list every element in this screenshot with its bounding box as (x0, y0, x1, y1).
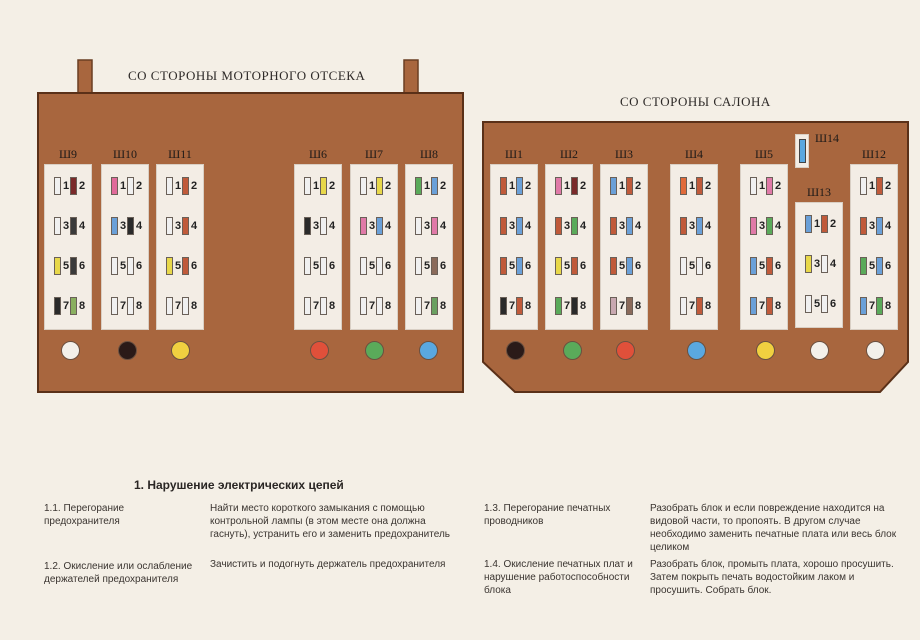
pin-number: 1 (174, 180, 182, 192)
fuse-pin (431, 297, 438, 315)
pin-number: 4 (579, 220, 587, 232)
pin-number: 2 (774, 180, 782, 192)
pin-number: 8 (884, 300, 892, 312)
pin-number: 5 (174, 260, 182, 272)
pin-number: 1 (868, 180, 876, 192)
pin-number: 8 (328, 300, 336, 312)
fuse-pin (571, 257, 578, 275)
fuse-pin (680, 217, 687, 235)
indicator-lamp (563, 341, 582, 360)
fuse-pin (766, 177, 773, 195)
pin-number: 5 (508, 260, 516, 272)
pin-number: 8 (774, 300, 782, 312)
fuse-pin (516, 217, 523, 235)
pin-number: 4 (78, 220, 86, 232)
fuse-pin (431, 257, 438, 275)
fix-cell: Разобрать блок, промыть плата, хорошо просушить. Затем покрыть печать водостойким лаком и просушить. Собрать блок. (650, 559, 894, 596)
fuse-pin (555, 257, 562, 275)
indicator-lamp (687, 341, 706, 360)
pin-number: 7 (119, 300, 127, 312)
connector-label: Ш5 (754, 147, 774, 161)
pin-number: 6 (579, 260, 587, 272)
pin-number: 6 (384, 260, 392, 272)
fuse-pin (304, 217, 311, 235)
pin-number: 4 (524, 220, 532, 232)
connector-label: Ш11 (168, 147, 192, 161)
pin-number: 4 (439, 220, 447, 232)
fuse-pin (166, 257, 173, 275)
connector-label: Ш2 (559, 147, 579, 161)
pin-number: 1 (758, 180, 766, 192)
indicator-lamp (419, 341, 438, 360)
fuse-pin (320, 257, 327, 275)
pin-number: 5 (62, 260, 70, 272)
fuse-pin (805, 295, 812, 313)
fuse-pin (320, 217, 327, 235)
pin-number: 4 (774, 220, 782, 232)
pin-number: 2 (190, 180, 198, 192)
fuse-pin (860, 177, 867, 195)
pin-number: 1 (119, 180, 127, 192)
fuse-pin (182, 257, 189, 275)
pin-number: 3 (508, 220, 516, 232)
engine-side-title: СО СТОРОНЫ МОТОРНОГО ОТСЕКА (128, 68, 366, 83)
fuse-pin (376, 257, 383, 275)
indicator-lamp (310, 341, 329, 360)
pin-number: 5 (119, 260, 127, 272)
indicator-lamp (866, 341, 885, 360)
pin-number: 6 (524, 260, 532, 272)
fuse-pin (360, 217, 367, 235)
pin-number: 5 (688, 260, 696, 272)
fuse-pin (127, 297, 134, 315)
fuse-pin (166, 217, 173, 235)
pin-number: 4 (190, 220, 198, 232)
pin-number: 8 (135, 300, 143, 312)
fuse-pin (182, 177, 189, 195)
fuse-pin (516, 177, 523, 195)
fuse-pin (860, 297, 867, 315)
pin-number: 3 (563, 220, 571, 232)
fuse-pin (376, 217, 383, 235)
pin-number: 4 (135, 220, 143, 232)
pin-number: 5 (563, 260, 571, 272)
fuse-pin (680, 177, 687, 195)
fuse-pin (415, 297, 422, 315)
pin-number: 2 (829, 218, 837, 230)
pin-number: 1 (618, 180, 626, 192)
problem-cell: 1.2. Окисление или ослабление держателей предохранителя (44, 561, 193, 585)
connector-label: Ш9 (58, 147, 78, 161)
fuse-pin (876, 177, 883, 195)
fuse-pin (166, 177, 173, 195)
pin-number: 8 (78, 300, 86, 312)
fuse-pin (555, 217, 562, 235)
fuse-pin (750, 257, 757, 275)
indicator-lamp (118, 341, 137, 360)
fuse-pin (111, 177, 118, 195)
pin-number: 5 (618, 260, 626, 272)
fuse-pin (376, 177, 383, 195)
fuse-pin (70, 257, 77, 275)
pin-number: 3 (119, 220, 127, 232)
problem-cell: 1.4. Окисление печатных плат и нарушение работоспособности блока (484, 559, 633, 596)
fuse-pin (766, 217, 773, 235)
pin-number: 6 (884, 260, 892, 272)
pin-number: 6 (439, 260, 447, 272)
pin-number: 7 (312, 300, 320, 312)
fuse-pin (415, 257, 422, 275)
fuse-pin (626, 217, 633, 235)
pin-number: 6 (774, 260, 782, 272)
fuse-pin (750, 297, 757, 315)
fuse-pin (54, 257, 61, 275)
pin-number: 5 (368, 260, 376, 272)
fuse-pin (680, 257, 687, 275)
pin-number: 4 (884, 220, 892, 232)
pin-number: 4 (829, 258, 837, 270)
indicator-lamp (61, 341, 80, 360)
fuse-pin (555, 297, 562, 315)
fuse-pin (54, 177, 61, 195)
fuse-pin (696, 217, 703, 235)
pin-number: 6 (78, 260, 86, 272)
fuse-pin (415, 217, 422, 235)
pin-number: 4 (704, 220, 712, 232)
pin-number: 5 (868, 260, 876, 272)
pin-number: 5 (758, 260, 766, 272)
fuse-pin (821, 255, 828, 273)
indicator-lamp (506, 341, 525, 360)
pin-number: 1 (312, 180, 320, 192)
indicator-lamp (171, 341, 190, 360)
pin-number: 8 (579, 300, 587, 312)
fuse-pin (415, 177, 422, 195)
pin-number: 8 (439, 300, 447, 312)
fuse-pin (766, 297, 773, 315)
fuse-pin (320, 177, 327, 195)
fuse-pin (127, 257, 134, 275)
pin-number: 7 (62, 300, 70, 312)
pin-number: 6 (634, 260, 642, 272)
pin-number: 2 (579, 180, 587, 192)
problem-cell: 1.1. Перегорание предохранителя (44, 503, 125, 527)
fuse-pin (516, 257, 523, 275)
cabin-side-title: СО СТОРОНЫ САЛОНА (620, 94, 771, 109)
pin-number: 2 (884, 180, 892, 192)
pin-number: 3 (368, 220, 376, 232)
pin-number: 3 (813, 258, 821, 270)
pin-number: 1 (508, 180, 516, 192)
fuse-pin (555, 177, 562, 195)
pin-number: 5 (423, 260, 431, 272)
fuse-pin (805, 215, 812, 233)
pin-number: 8 (384, 300, 392, 312)
indicator-lamp (756, 341, 775, 360)
fuse-pin (500, 257, 507, 275)
fuse-pin (127, 217, 134, 235)
pin-number: 3 (312, 220, 320, 232)
connector-label: Ш13 (806, 185, 832, 199)
pin-number: 2 (135, 180, 143, 192)
fuse-pin (182, 217, 189, 235)
pin-number: 7 (508, 300, 516, 312)
pin-number: 6 (328, 260, 336, 272)
fuse-pin (821, 295, 828, 313)
fuse-pin (360, 177, 367, 195)
pin-number: 8 (634, 300, 642, 312)
pin-number: 2 (634, 180, 642, 192)
fuse-pin (766, 257, 773, 275)
connector-label: Ш1 (504, 147, 524, 161)
pin-number: 7 (563, 300, 571, 312)
fuse-pin (626, 257, 633, 275)
pin-number: 3 (688, 220, 696, 232)
fuse-pin (696, 177, 703, 195)
pin-number: 3 (868, 220, 876, 232)
fuse-pin (626, 177, 633, 195)
connector-label: Ш8 (419, 147, 439, 161)
fix-cell: Разобрать блок и если повреждение находится на видовой части, то пропоять. В другом случае необходимо заменить печатные плата или весь блок целиком (650, 503, 897, 553)
fuse-pin (860, 217, 867, 235)
fuse-pin (431, 217, 438, 235)
pin-number: 4 (328, 220, 336, 232)
section-heading: 1. Нарушение электрических цепей (134, 478, 344, 492)
pin-number: 7 (618, 300, 626, 312)
fuse-pin (70, 217, 77, 235)
pin-number: 3 (618, 220, 626, 232)
problem-cell: 1.3. Перегорание печатных проводников (484, 503, 611, 527)
pin-number: 7 (423, 300, 431, 312)
fuse-pin (500, 217, 507, 235)
pin-number: 1 (368, 180, 376, 192)
pin-number: 8 (704, 300, 712, 312)
fuse-pin (876, 257, 883, 275)
pin-number: 2 (384, 180, 392, 192)
pin-number: 2 (704, 180, 712, 192)
fuse-pin (571, 217, 578, 235)
pin-number: 1 (813, 218, 821, 230)
fuse-pin (696, 297, 703, 315)
fuse-pin (680, 297, 687, 315)
fuse-pin (750, 177, 757, 195)
pin-number: 6 (829, 298, 837, 310)
connector-label: Ш4 (684, 147, 704, 161)
pin-number: 7 (368, 300, 376, 312)
pin-number: 2 (439, 180, 447, 192)
fuse-pin (821, 215, 828, 233)
fix-cell: Найти место короткого замыкания с помощью контрольной лампы (в этом месте она должна гаснуть), устранить его и заменить предохранитель (210, 503, 450, 540)
fuse-pin (360, 297, 367, 315)
pin-number: 4 (384, 220, 392, 232)
connector-label: Ш14 (814, 131, 840, 145)
connector-label: Ш12 (861, 147, 887, 161)
pin-number: 3 (62, 220, 70, 232)
fuse-pin (516, 297, 523, 315)
fuse-pin (70, 177, 77, 195)
pin-number: 1 (688, 180, 696, 192)
pin-number: 3 (423, 220, 431, 232)
pin-number: 3 (174, 220, 182, 232)
fuse-pin (876, 217, 883, 235)
indicator-lamp (616, 341, 635, 360)
fuse-pin (166, 297, 173, 315)
fuse-pin (431, 177, 438, 195)
fuse-pin (304, 177, 311, 195)
connector-label: Ш6 (308, 147, 328, 161)
fuse-pin (54, 217, 61, 235)
pin-number: 5 (813, 298, 821, 310)
pin-number: 1 (563, 180, 571, 192)
fuse-pin (111, 297, 118, 315)
pin-number: 1 (423, 180, 431, 192)
fuse-pin (111, 217, 118, 235)
pin-number: 6 (704, 260, 712, 272)
pin-number: 7 (868, 300, 876, 312)
fuse-pin (860, 257, 867, 275)
pin-number: 2 (328, 180, 336, 192)
fuse-pin (610, 217, 617, 235)
fuse-pin (360, 257, 367, 275)
pin-number: 5 (312, 260, 320, 272)
fuse-pin (182, 297, 189, 315)
pin-number: 4 (634, 220, 642, 232)
pin-number: 2 (524, 180, 532, 192)
fuse-pin (610, 297, 617, 315)
fuse-pin (127, 177, 134, 195)
fuse-pin (70, 297, 77, 315)
fuse-pin (304, 257, 311, 275)
fuse-pin (610, 177, 617, 195)
pin-number: 3 (758, 220, 766, 232)
pin-number: 1 (62, 180, 70, 192)
fuse-pin (876, 297, 883, 315)
indicator-lamp (365, 341, 384, 360)
fuse-pin (500, 297, 507, 315)
indicator-lamp (810, 341, 829, 360)
fuse-pin (750, 217, 757, 235)
fuse-pin (571, 297, 578, 315)
fuse-pin (320, 297, 327, 315)
fuse-pin (610, 257, 617, 275)
connector-label: Ш10 (112, 147, 138, 161)
pin-number: 8 (524, 300, 532, 312)
fuse-pin (805, 255, 812, 273)
connector-label: Ш3 (614, 147, 634, 161)
fuse-pin (376, 297, 383, 315)
pin-number: 6 (135, 260, 143, 272)
fuse-pin (500, 177, 507, 195)
fuse-pin (696, 257, 703, 275)
fuse-pin (626, 297, 633, 315)
pin-number: 8 (190, 300, 198, 312)
fuse-pin (54, 297, 61, 315)
fuse-pin (571, 177, 578, 195)
fix-cell: Зачистить и подогнуть держатель предохранителя (210, 559, 446, 570)
pin-number: 7 (758, 300, 766, 312)
pin-number: 2 (78, 180, 86, 192)
fuse-pin (111, 257, 118, 275)
pin-number: 7 (174, 300, 182, 312)
fuse-pin (304, 297, 311, 315)
pin-number: 6 (190, 260, 198, 272)
connector-label: Ш7 (364, 147, 384, 161)
pin-number: 7 (688, 300, 696, 312)
